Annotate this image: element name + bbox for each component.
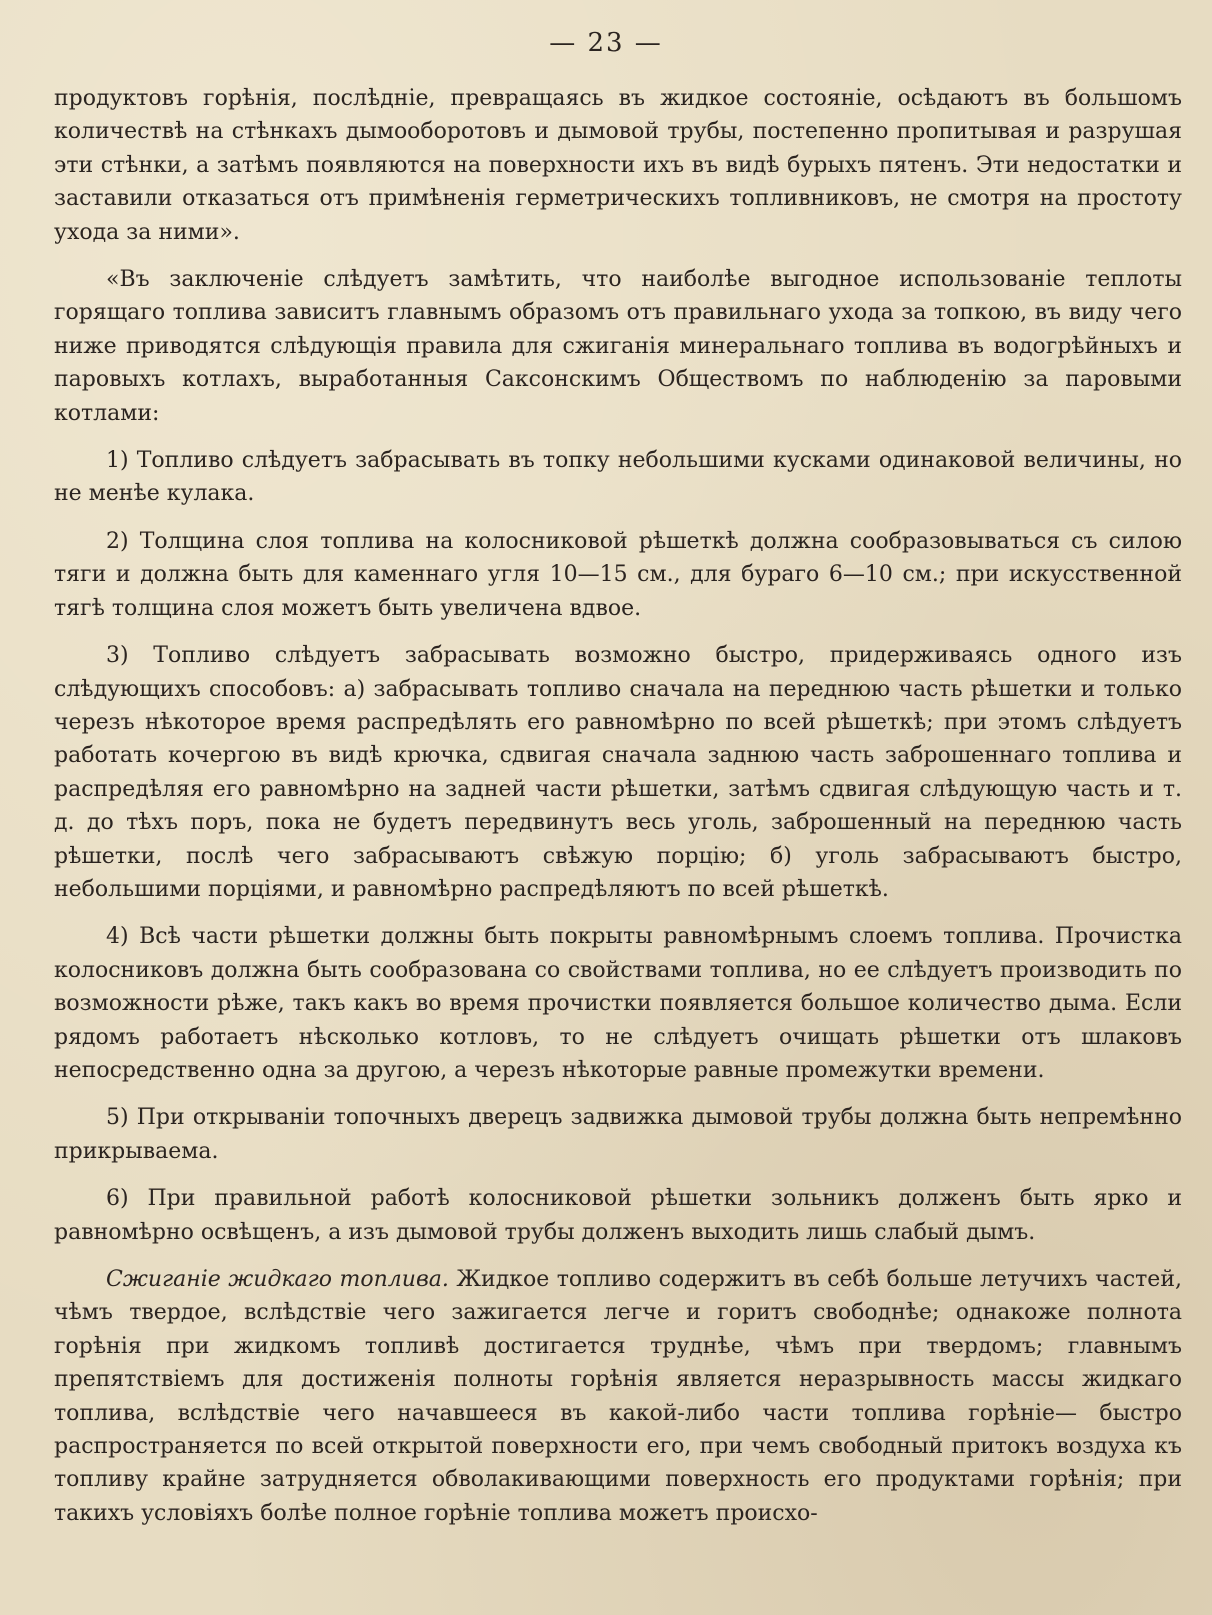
- paragraph-liquid-fuel: [54, 1263, 1182, 1530]
- body-text: [54, 82, 1182, 1544]
- rule-6: 6) При правильной работѣ колосниковой рѣшетки зольникъ долженъ быть ярко и равномѣрно освѣщенъ, а изъ дымовой трубы долженъ выходить лишь слабый дымъ.: [54, 1186, 1182, 1245]
- paragraph-liquid-fuel-text: Жидкое топливо содержитъ въ себѣ больше летучихъ частей, чѣмъ твердое, вслѣдствіе чего зажигается легче и горитъ свободнѣе; однакоже полнота горѣнія при жидкомъ топливѣ достигается труднѣе, чѣмъ при твердомъ; главнымъ препятствіемъ для достиженія полноты горѣнія является неразрывность массы жидкаго топлива, вслѣдствіе чего начавшееся въ какой-либо части топлива горѣніе— быстро распространяется по всей открытой поверхности его, при чемъ свободный притокъ воздуха къ топливу крайне затрудняется обволакивающими поверхность его продуктами горѣнія; при такихъ условіяхъ болѣе полное горѣніе топлива можетъ происхо-: [54, 1267, 1182, 1526]
- rule-2: 2) Толщина слоя топлива на колосниковой рѣшеткѣ должна сообразовываться съ силою тяги и должна быть для каменнаго угля 10—15 см., для бураго 6—10 см.; при искусственной тягѣ толщина слоя можетъ быть увеличена вдвое.: [54, 528, 1182, 621]
- rule-3: 3) Топливо слѣдуетъ забрасывать возможно быстро, придерживаясь одного изъ слѣдующихъ способовъ: а) забрасывать топливо сначала на переднюю часть рѣшетки и только черезъ нѣкоторое время распредѣлять его равномѣрно по всей рѣшеткѣ; при этомъ слѣдуетъ работать кочергою въ видѣ крючка, сдвигая сначала заднюю часть заброшеннаго топлива и распредѣляя его равномѣрно на задней части рѣшетки, затѣмъ сдвигая слѣдующую часть и т. д. до тѣхъ поръ, пока не будетъ передвинутъ весь уголь, заброшенный на переднюю часть рѣшетки, послѣ чего забрасываютъ свѣжую порцію; б) уголь забрасываютъ быстро, небольшими порціями, и равномѣрно распредѣляютъ по всей рѣшеткѣ.: [54, 643, 1182, 902]
- rule-4: 4) Всѣ части рѣшетки должны быть покрыты равномѣрнымъ слоемъ топлива. Прочистка колосниковъ должна быть сообразована со свойствами топлива, но ее слѣдуетъ производить по возможности рѣже, такъ какъ во время прочистки появляется большое количество дыма. Если рядомъ работаетъ нѣсколько котловъ, то не слѣдуетъ очищать рѣшетки отъ шлаковъ непосредственно одна за другою, а черезъ нѣкоторые равные промежутки времени.: [54, 924, 1182, 1083]
- rule-1: 1) Топливо слѣдуетъ забрасывать въ топку небольшими кусками одинаковой величины, но не менѣе кулака.: [54, 448, 1182, 507]
- section-heading-liquid-fuel: Сжиганіе жидкаго топлива.: [106, 1267, 449, 1292]
- paragraph-continuation: продуктовъ горѣнія, послѣдніе, превращаясь въ жидкое состояніе, осѣдаютъ въ большомъ количествѣ на стѣнкахъ дымооборотовъ и дымовой трубы, постепенно пропитывая и разрушая эти стѣнки, а затѣмъ появляются на поверхности ихъ въ видѣ бурыхъ пятенъ. Эти недостатки и заставили отказаться отъ примѣненія герметрическихъ топливниковъ, не смотря на простоту ухода за ними».: [54, 86, 1182, 245]
- page-number: — 23 —: [549, 28, 663, 58]
- rule-5: 5) При открываніи топочныхъ дверецъ задвижка дымовой трубы должна быть непремѣнно прикрываема.: [54, 1105, 1182, 1164]
- paragraph-conclusion: «Въ заключеніе слѣдуетъ замѣтить, что наиболѣе выгодное использованіе теплоты горящаго топлива зависитъ главнымъ образомъ отъ правильнаго ухода за топкою, въ виду чего ниже приводятся слѣдующія правила для сжиганія минеральнаго топлива въ водогрѣйныхъ и паровыхъ котлахъ, выработанныя Саксонскимъ Обществомъ по наблюденію за паровыми котлами:: [54, 267, 1182, 426]
